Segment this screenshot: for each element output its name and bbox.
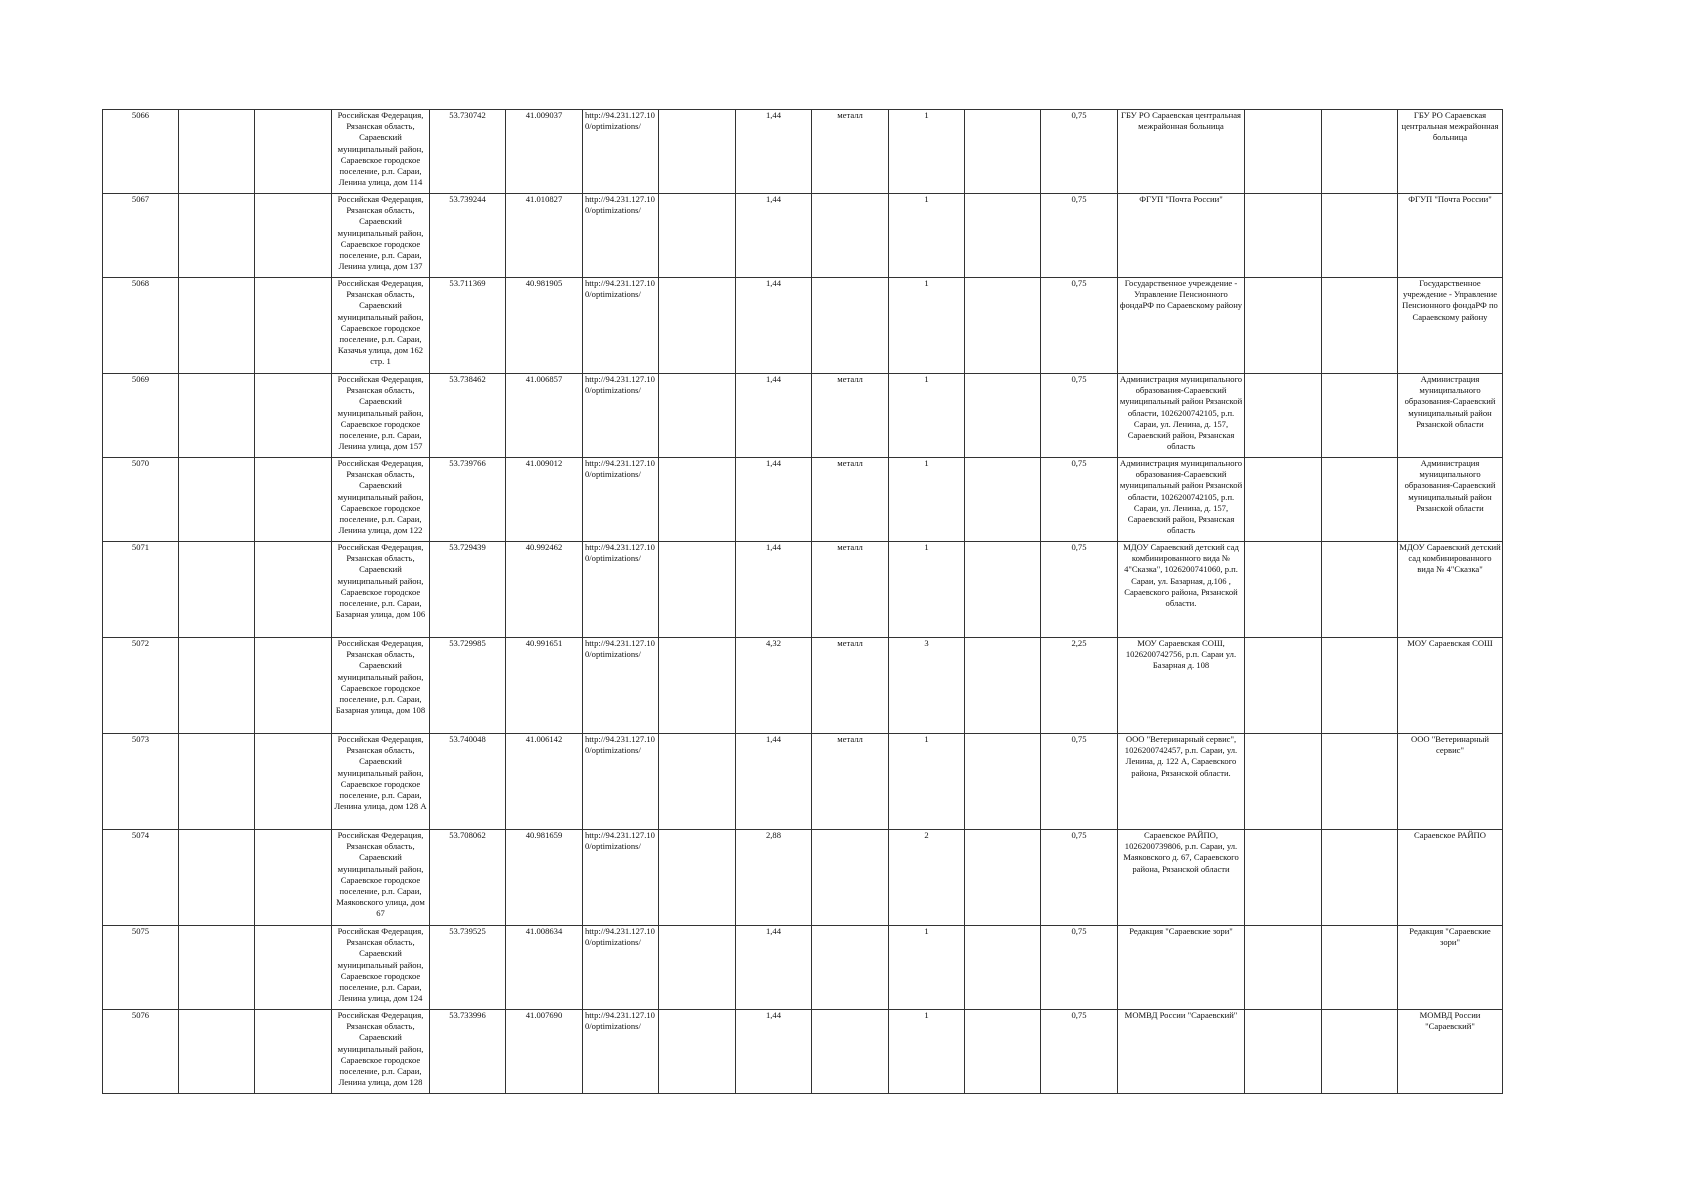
cell-longitude: 41.008634 [506,926,583,1010]
cell-empty-5 [1245,926,1322,1010]
cell-address: Российская Федерация, Рязанская область, Сараевский муниципальный район, Сараевское городское поселение, р.п. Сараи, Ленина улица, дом 137 [332,194,430,278]
table-body [103,110,1503,1094]
cell-empty-1 [179,110,255,194]
cell-longitude: 41.006142 [506,734,583,830]
cell-volume: 0,75 [1041,830,1118,926]
cell-latitude: 53.730742 [430,110,506,194]
cell-count: 1 [889,926,965,1010]
cell-empty-2 [255,542,332,638]
cell-area: 1,44 [736,1010,812,1094]
cell-url: http://94.231.127.10 0/optimizations/ [583,542,659,638]
cell-empty-3 [659,1010,736,1094]
cell-count: 1 [889,458,965,542]
cell-latitude: 53.729439 [430,542,506,638]
cell-latitude: 53.729985 [430,638,506,734]
cell-source: МОМВД России "Сараевский" [1398,1010,1503,1094]
cell-url: http://94.231.127.10 0/optimizations/ [583,194,659,278]
cell-id: 5072 [103,638,179,734]
registry-table [102,109,1503,1094]
cell-empty-2 [255,926,332,1010]
cell-empty-1 [179,194,255,278]
cell-count: 1 [889,1010,965,1094]
cell-source: ООО "Ветеринарный сервис" [1398,734,1503,830]
cell-area: 1,44 [736,458,812,542]
cell-latitude: 53.738462 [430,374,506,458]
cell-id: 5075 [103,926,179,1010]
cell-empty-5 [1245,374,1322,458]
cell-owner: ФГУП "Почта России" [1118,194,1245,278]
cell-address: Российская Федерация, Рязанская область, Сараевский муниципальный район, Сараевское городское поселение, р.п. Сараи, Маяковского улица, дом 67 [332,830,430,926]
cell-area: 1,44 [736,374,812,458]
cell-count: 1 [889,278,965,374]
cell-owner: Администрация муниципального образования-Сараевский муниципальный район Рязанской области, 1026200742105, р.п. Сараи, ул. Ленина, д. 157, Сараевский район, Рязанская область [1118,374,1245,458]
table-row [103,734,1503,830]
cell-source: МОУ Сараевская СОШ [1398,638,1503,734]
cell-empty-3 [659,110,736,194]
cell-address: Российская Федерация, Рязанская область, Сараевский муниципальный район, Сараевское городское поселение, р.п. Сараи, Базарная улица, дом 106 [332,542,430,638]
cell-source: ГБУ РО Сараевская центральная межрайонная больница [1398,110,1503,194]
cell-owner: МОУ Сараевская СОШ, 1026200742756, р.п. Сараи ул. Базарная д. 108 [1118,638,1245,734]
cell-source: Редакция "Сараевские зори" [1398,926,1503,1010]
table-row [103,542,1503,638]
cell-material: металл [812,374,889,458]
cell-material [812,830,889,926]
cell-source: МДОУ Сараевский детский сад комбинированного вида № 4"Сказка" [1398,542,1503,638]
cell-empty-2 [255,830,332,926]
cell-source: Государственное учреждение - Управление Пенсионного фондаРФ по Сараевскому району [1398,278,1503,374]
cell-source: ФГУП "Почта России" [1398,194,1503,278]
cell-owner: Государственное учреждение - Управление Пенсионного фондаРФ по Сараевскому району [1118,278,1245,374]
cell-empty-3 [659,278,736,374]
cell-volume: 0,75 [1041,110,1118,194]
cell-latitude: 53.739525 [430,926,506,1010]
cell-volume: 0,75 [1041,374,1118,458]
cell-id: 5074 [103,830,179,926]
cell-latitude: 53.711369 [430,278,506,374]
cell-empty-1 [179,734,255,830]
cell-area: 1,44 [736,278,812,374]
cell-count: 1 [889,194,965,278]
table-row [103,194,1503,278]
cell-empty-3 [659,194,736,278]
cell-id: 5076 [103,1010,179,1094]
cell-longitude: 41.007690 [506,1010,583,1094]
cell-address: Российская Федерация, Рязанская область, Сараевский муниципальный район, Сараевское городское поселение, р.п. Сараи, Ленина улица, дом 157 [332,374,430,458]
cell-area: 1,44 [736,110,812,194]
cell-material [812,278,889,374]
cell-owner: ГБУ РО Сараевская центральная межрайонная больница [1118,110,1245,194]
cell-empty-6 [1322,734,1398,830]
cell-empty-3 [659,734,736,830]
cell-owner: МДОУ Сараевский детский сад комбинированного вида № 4"Сказка", 1026200741060, р.п. Сараи, ул. Базарная, д.106 , Сараевского района, Рязанской области. [1118,542,1245,638]
cell-empty-4 [965,1010,1041,1094]
cell-address: Российская Федерация, Рязанская область, Сараевский муниципальный район, Сараевское городское поселение, р.п. Сараи, Ленина улица, дом 114 [332,110,430,194]
cell-empty-6 [1322,374,1398,458]
table-row [103,638,1503,734]
cell-volume: 0,75 [1041,734,1118,830]
cell-empty-2 [255,458,332,542]
cell-empty-1 [179,830,255,926]
cell-empty-6 [1322,458,1398,542]
cell-longitude: 41.006857 [506,374,583,458]
cell-owner: МОМВД России "Сараевский" [1118,1010,1245,1094]
cell-empty-3 [659,926,736,1010]
cell-volume: 0,75 [1041,1010,1118,1094]
cell-source: Сараевское РАЙПО [1398,830,1503,926]
cell-empty-1 [179,926,255,1010]
cell-url: http://94.231.127.10 0/optimizations/ [583,638,659,734]
table-row [103,110,1503,194]
cell-count: 1 [889,542,965,638]
cell-material [812,194,889,278]
cell-empty-4 [965,278,1041,374]
cell-id: 5070 [103,458,179,542]
cell-material: металл [812,458,889,542]
cell-empty-6 [1322,110,1398,194]
cell-longitude: 41.009037 [506,110,583,194]
cell-empty-6 [1322,1010,1398,1094]
cell-address: Российская Федерация, Рязанская область, Сараевский муниципальный район, Сараевское городское поселение, р.п. Сараи, Базарная улица, дом 108 [332,638,430,734]
cell-latitude: 53.739766 [430,458,506,542]
table-row [103,1010,1503,1094]
cell-id: 5066 [103,110,179,194]
cell-address: Российская Федерация, Рязанская область, Сараевский муниципальный район, Сараевское городское поселение, р.п. Сараи, Казачья улица, дом 162 стр. 1 [332,278,430,374]
cell-empty-1 [179,374,255,458]
cell-empty-5 [1245,194,1322,278]
cell-empty-2 [255,110,332,194]
cell-empty-2 [255,374,332,458]
cell-empty-3 [659,374,736,458]
cell-url: http://94.231.127.10 0/optimizations/ [583,734,659,830]
cell-id: 5071 [103,542,179,638]
cell-empty-5 [1245,1010,1322,1094]
cell-empty-6 [1322,542,1398,638]
cell-empty-4 [965,110,1041,194]
cell-longitude: 40.981659 [506,830,583,926]
cell-url: http://94.231.127.10 0/optimizations/ [583,374,659,458]
cell-empty-2 [255,278,332,374]
cell-longitude: 41.010827 [506,194,583,278]
cell-empty-1 [179,278,255,374]
cell-area: 2,88 [736,830,812,926]
cell-id: 5068 [103,278,179,374]
cell-source: Администрация муниципального образования-Сараевский муниципальный район Рязанской области [1398,458,1503,542]
cell-id: 5073 [103,734,179,830]
cell-count: 1 [889,374,965,458]
cell-empty-4 [965,194,1041,278]
cell-source: Администрация муниципального образования-Сараевский муниципальный район Рязанской области [1398,374,1503,458]
table-row [103,458,1503,542]
cell-empty-4 [965,830,1041,926]
cell-empty-2 [255,638,332,734]
cell-empty-2 [255,1010,332,1094]
table-row [103,374,1503,458]
cell-count: 2 [889,830,965,926]
cell-empty-2 [255,734,332,830]
table-row [103,926,1503,1010]
cell-empty-5 [1245,542,1322,638]
cell-empty-3 [659,638,736,734]
cell-empty-4 [965,458,1041,542]
cell-longitude: 41.009012 [506,458,583,542]
table-row [103,278,1503,374]
cell-material: металл [812,542,889,638]
cell-empty-5 [1245,278,1322,374]
cell-empty-5 [1245,110,1322,194]
cell-owner: Редакция "Сараевские зори" [1118,926,1245,1010]
cell-url: http://94.231.127.10 0/optimizations/ [583,926,659,1010]
cell-url: http://94.231.127.10 0/optimizations/ [583,278,659,374]
cell-material [812,1010,889,1094]
cell-count: 3 [889,638,965,734]
cell-empty-3 [659,830,736,926]
cell-address: Российская Федерация, Рязанская область, Сараевский муниципальный район, Сараевское городское поселение, р.п. Сараи, Ленина улица, дом 128 А [332,734,430,830]
cell-volume: 0,75 [1041,194,1118,278]
cell-empty-1 [179,458,255,542]
cell-empty-1 [179,1010,255,1094]
cell-empty-6 [1322,926,1398,1010]
cell-volume: 0,75 [1041,926,1118,1010]
cell-volume: 0,75 [1041,458,1118,542]
cell-empty-6 [1322,278,1398,374]
cell-material: металл [812,734,889,830]
cell-latitude: 53.739244 [430,194,506,278]
cell-owner: Сараевское РАЙПО, 1026200739806, р.п. Сараи, ул. Маяковского д. 67, Сараевского района, Рязанской области [1118,830,1245,926]
cell-empty-4 [965,542,1041,638]
cell-id: 5067 [103,194,179,278]
cell-longitude: 40.991651 [506,638,583,734]
cell-empty-4 [965,374,1041,458]
cell-longitude: 40.992462 [506,542,583,638]
cell-latitude: 53.740048 [430,734,506,830]
cell-area: 1,44 [736,926,812,1010]
cell-empty-5 [1245,830,1322,926]
table-row [103,830,1503,926]
cell-empty-6 [1322,194,1398,278]
cell-count: 1 [889,110,965,194]
cell-material: металл [812,110,889,194]
cell-latitude: 53.708062 [430,830,506,926]
cell-url: http://94.231.127.10 0/optimizations/ [583,1010,659,1094]
cell-empty-5 [1245,638,1322,734]
cell-empty-3 [659,542,736,638]
cell-material: металл [812,638,889,734]
cell-owner: Администрация муниципального образования-Сараевский муниципальный район Рязанской области, 1026200742105, р.п. Сараи, ул. Ленина, д. 157, Сараевский район, Рязанская область [1118,458,1245,542]
cell-address: Российская Федерация, Рязанская область, Сараевский муниципальный район, Сараевское городское поселение, р.п. Сараи, Ленина улица, дом 128 [332,1010,430,1094]
cell-empty-1 [179,542,255,638]
cell-empty-4 [965,638,1041,734]
cell-empty-4 [965,926,1041,1010]
cell-volume: 0,75 [1041,542,1118,638]
cell-empty-1 [179,638,255,734]
cell-empty-5 [1245,734,1322,830]
cell-area: 1,44 [736,542,812,638]
cell-address: Российская Федерация, Рязанская область, Сараевский муниципальный район, Сараевское городское поселение, р.п. Сараи, Ленина улица, дом 122 [332,458,430,542]
cell-volume: 2,25 [1041,638,1118,734]
cell-empty-6 [1322,830,1398,926]
cell-area: 1,44 [736,194,812,278]
cell-material [812,926,889,1010]
cell-id: 5069 [103,374,179,458]
cell-empty-4 [965,734,1041,830]
cell-owner: ООО "Ветеринарный сервис", 1026200742457, р.п. Сараи, ул. Ленина, д. 122 А, Сараевского района, Рязанской области. [1118,734,1245,830]
cell-url: http://94.231.127.10 0/optimizations/ [583,110,659,194]
cell-empty-2 [255,194,332,278]
cell-longitude: 40.981905 [506,278,583,374]
cell-latitude: 53.733996 [430,1010,506,1094]
cell-url: http://94.231.127.10 0/optimizations/ [583,458,659,542]
cell-empty-6 [1322,638,1398,734]
cell-count: 1 [889,734,965,830]
cell-volume: 0,75 [1041,278,1118,374]
cell-url: http://94.231.127.10 0/optimizations/ [583,830,659,926]
cell-area: 1,44 [736,734,812,830]
cell-area: 4,32 [736,638,812,734]
cell-empty-5 [1245,458,1322,542]
cell-address: Российская Федерация, Рязанская область, Сараевский муниципальный район, Сараевское городское поселение, р.п. Сараи, Ленина улица, дом 124 [332,926,430,1010]
cell-empty-3 [659,458,736,542]
